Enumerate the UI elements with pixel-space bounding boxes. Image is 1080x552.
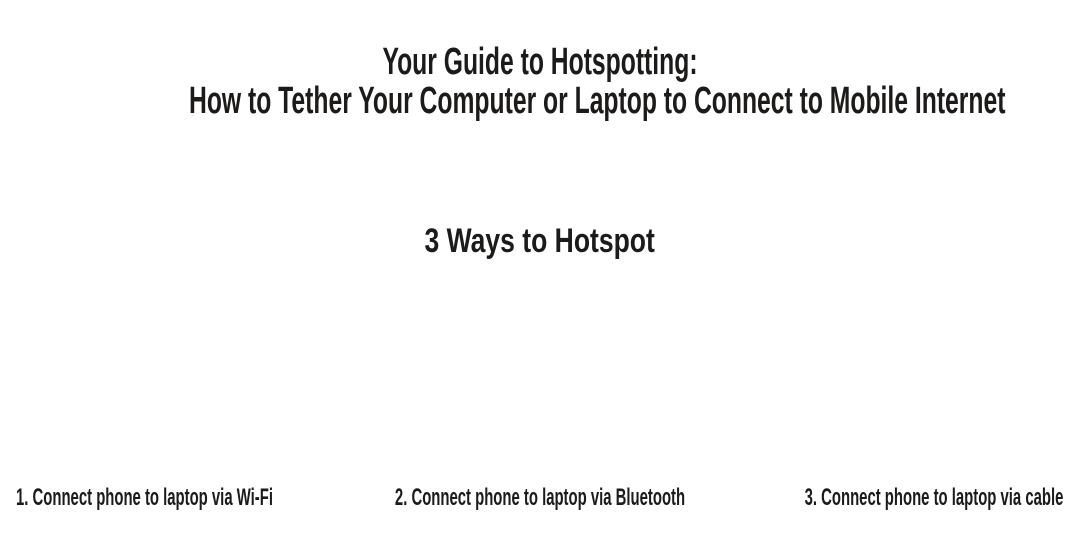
method-caption-2-label: 2. Connect phone to laptop via Bluetooth xyxy=(394,484,686,511)
section-heading-row xyxy=(0,224,1080,258)
page-title-line-2: How to Tether Your Computer or Laptop to Connect to Mobile Internet xyxy=(189,80,1006,122)
section-heading: 3 Ways to Hotspot xyxy=(424,222,656,260)
method-caption-3 xyxy=(646,486,1063,510)
page-title-line-1: Your Guide to Hotspotting: xyxy=(382,41,698,83)
method-caption-1-label: 1. Connect phone to laptop via Wi-Fi xyxy=(16,484,273,511)
page-title xyxy=(189,41,1006,122)
method-caption-3-label: 3. Connect phone to laptop via cable xyxy=(804,484,1063,511)
